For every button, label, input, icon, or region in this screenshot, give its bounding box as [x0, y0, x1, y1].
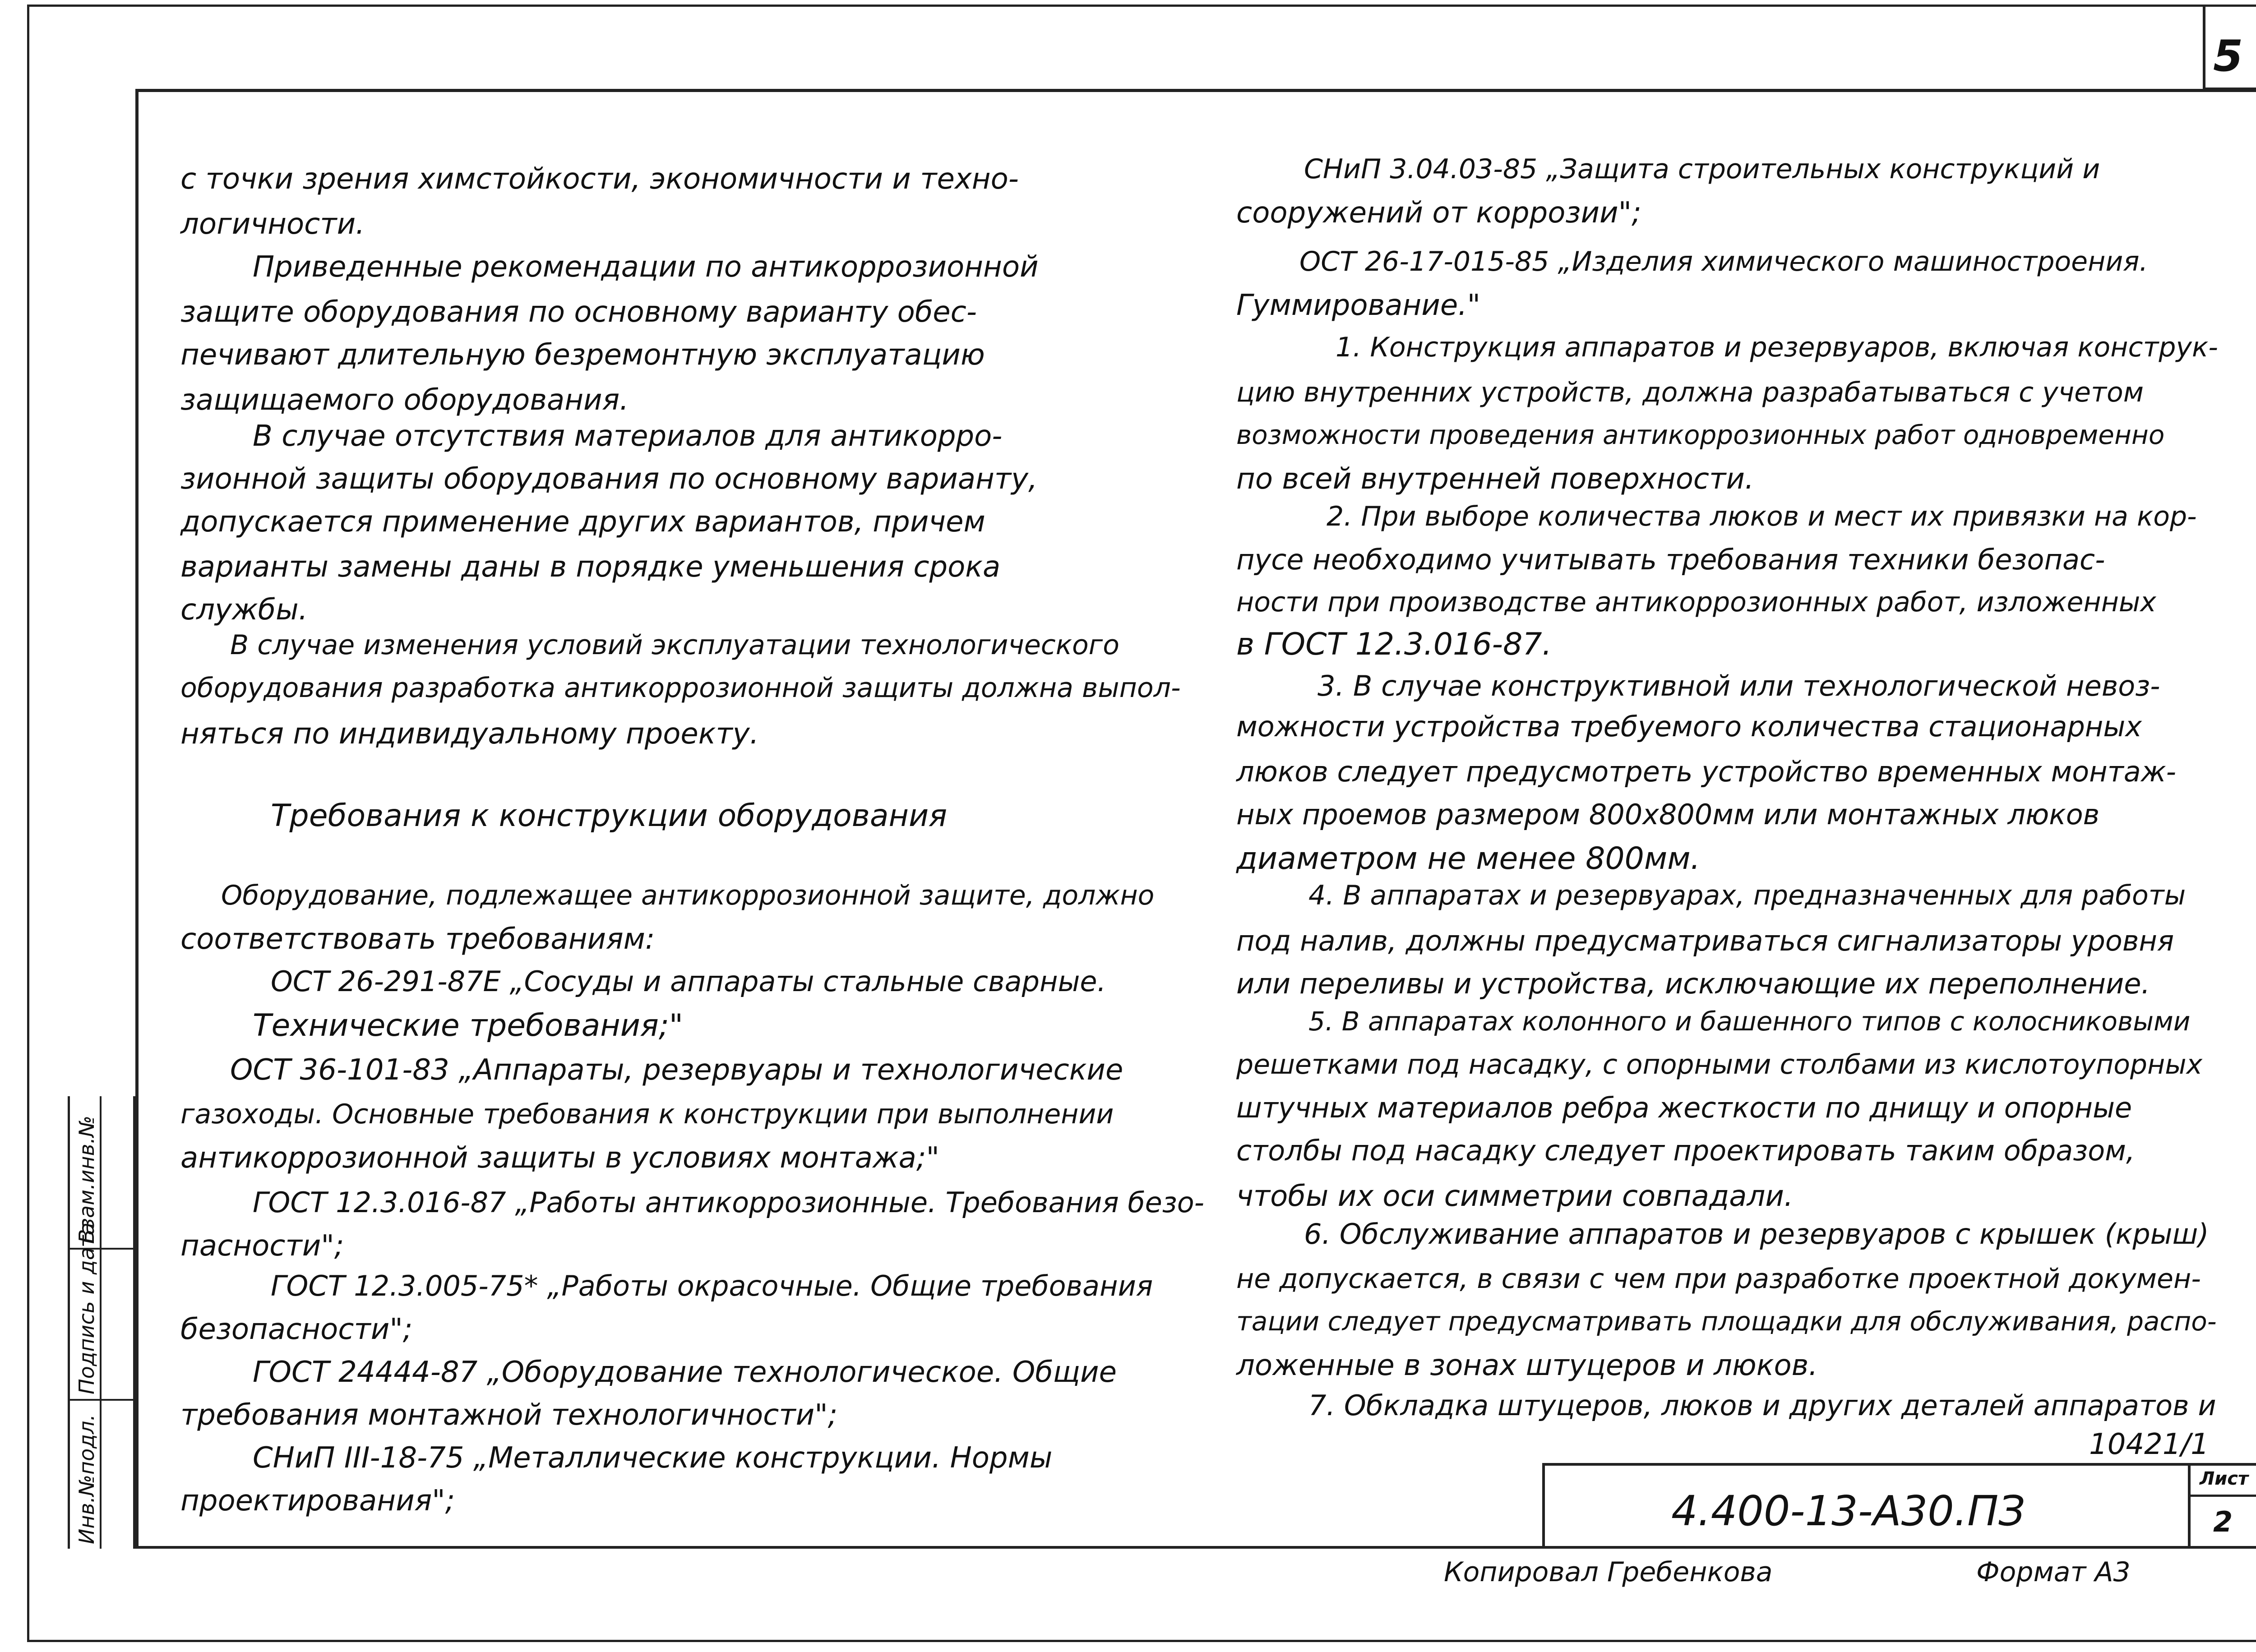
text-line: пусе необходимо учитывать требования техники безопас-	[1236, 543, 2105, 576]
text-line: Гуммирование."	[1236, 289, 1480, 322]
text-line: печивают длительную безремонтную эксплуатацию	[180, 338, 985, 372]
text-line: Приведенные рекомендации по антикоррозионной	[253, 250, 1039, 284]
text-line: В случае отсутствия материалов для антикорро-	[253, 420, 1003, 453]
title-block	[1542, 1463, 2256, 1549]
approval-strip	[68, 1096, 135, 1549]
text-line: требования монтажной технологичности";	[180, 1398, 838, 1432]
text-line: няться по индивидуальному проекту.	[180, 717, 759, 751]
text-line: ГОСТ 12.3.005-75* „Работы окрасочные. Общие требования	[271, 1269, 1153, 1302]
text-line: СНиП 3.04.03-85 „Защита строительных конструкций и	[1304, 153, 2100, 185]
text-line: 5. В аппаратах колонного и башенного типов с колосниковыми	[1308, 1006, 2191, 1037]
text-line: штучных материалов ребра жесткости по днищу и опорные	[1236, 1091, 2132, 1124]
text-line: соответствовать требованиям:	[180, 923, 655, 956]
text-line: цию внутренних устройств, должна разрабатываться с учетом	[1236, 377, 2144, 408]
text-line: службы.	[180, 593, 308, 627]
text-line: зионной защиты оборудования по основному варианту,	[180, 462, 1038, 496]
text-line: ОСТ 26-291-87Е „Сосуды и аппараты стальные сварные.	[271, 965, 1106, 998]
text-line: ности при производстве антикоррозионных работ, изложенных	[1236, 586, 2156, 618]
text-line: В случае изменения условий эксплуатации технологического	[230, 629, 1119, 661]
strip-label-original: Инв.№подл.	[74, 1414, 99, 1544]
text-line: ных проемов размером 800x800мм или монтажных люков	[1236, 798, 2100, 831]
text-line: с точки зрения химстойкости, экономичности и техно-	[180, 162, 1019, 196]
sheet-cell	[2188, 1463, 2256, 1549]
text-line: пасности";	[180, 1229, 344, 1263]
text-line: защите оборудования по основному варианту обес-	[180, 295, 977, 329]
sheet-format: Формат А3	[1976, 1556, 2131, 1588]
section-heading: Требования к конструкции оборудования	[271, 798, 948, 834]
text-line: по всей внутренней поверхности.	[1236, 462, 1754, 496]
text-line: логичности.	[180, 208, 365, 241]
text-line: проектирования";	[180, 1484, 455, 1518]
text-line: столбы под насадку следует проектировать таким образом,	[1236, 1134, 2135, 1167]
text-line: 3. В случае конструктивной или технологической невоз-	[1318, 669, 2160, 702]
text-line: люков следует предусмотреть устройство временных монтаж-	[1236, 755, 2177, 788]
text-line: 6. Обслуживание аппаратов и резервуаров с крышек (крыш)	[1304, 1218, 2209, 1251]
text-line: 2. При выборе количества люков и мест их привязки на кор-	[1327, 501, 2197, 532]
text-line: Технические требования;"	[253, 1008, 684, 1043]
strip-cell-original	[70, 1401, 133, 1549]
text-line: можности устройства требуемого количества стационарных	[1236, 710, 2142, 743]
document-code: 4.400-13-А30.ПЗ	[1671, 1487, 2025, 1535]
text-line: ОСТ 36-101-83 „Аппараты, резервуары и технологические	[230, 1053, 1123, 1087]
text-line: ОСТ 26-17-015-85 „Изделия химического машиностроения.	[1299, 246, 2148, 277]
text-line: СНиП III-18-75 „Металлические конструкции. Нормы	[253, 1441, 1053, 1475]
text-line: или переливы и устройства, исключающие их переполнение.	[1236, 967, 2150, 1000]
text-line: газоходы. Основные требования к конструкции при выполнении	[180, 1098, 1114, 1130]
text-line: в ГОСТ 12.3.016-87.	[1236, 627, 1552, 662]
sheet-number: 2	[2213, 1505, 2233, 1538]
strip-label-signature: Подпись и дата	[74, 1222, 99, 1394]
text-line: решетками под насадку, с опорными столбами из кислотоупорных	[1236, 1049, 2203, 1080]
text-line: варианты замены даны в порядке уменьшения срока	[180, 550, 1001, 584]
text-line: чтобы их оси симметрии совпадали.	[1236, 1180, 1794, 1213]
strip-label-replacement: Взам.инв.№	[74, 1115, 99, 1243]
text-line: ГОСТ 24444-87 „Оборудование технологическое. Общие	[253, 1356, 1117, 1389]
sheet-header-cell	[2191, 1463, 2256, 1497]
text-line: оборудования разработка антикоррозионной защиты должна выпол-	[180, 672, 1181, 704]
text-line: безопасности";	[180, 1313, 413, 1346]
text-line: 1. Конструкция аппаратов и резервуаров, включая конструк-	[1336, 332, 2218, 363]
text-line: допускается применение других вариантов, причем	[180, 505, 985, 539]
inventory-number: 10421/1	[2089, 1428, 2209, 1461]
text-line: сооружений от коррозии";	[1236, 196, 1641, 230]
text-line: ГОСТ 12.3.016-87 „Работы антикоррозионные. Требования безо-	[253, 1186, 1205, 1219]
text-line: под налив, должны предусматриваться сигнализаторы уровня	[1236, 924, 2174, 957]
text-line: тации следует предусматривать площадки для обслуживания, распо-	[1236, 1306, 2217, 1337]
text-line: 7. Обкладка штуцеров, люков и других деталей аппаратов и	[1308, 1389, 2216, 1422]
text-line: защищаемого оборудования.	[180, 383, 629, 417]
strip-cell-signature	[70, 1222, 133, 1401]
text-line: возможности проведения антикоррозионных работ одновременно	[1236, 420, 2165, 450]
text-line: Оборудование, подлежащее антикоррозионной защите, должно	[221, 880, 1155, 911]
copied-by: Копировал Гребенкова	[1444, 1556, 1773, 1588]
text-line: диаметром не менее 800мм.	[1236, 841, 1701, 877]
sheet-label: Лист	[2200, 1468, 2249, 1489]
text-line: 4. В аппаратах и резервуарах, предназначенных для работы	[1308, 880, 2186, 911]
text-line: не допускается, в связи с чем при разработке проектной докумен-	[1236, 1263, 2201, 1295]
page-number: 5	[2213, 32, 2243, 81]
text-line: ложенные в зонах штуцеров и люков.	[1236, 1349, 1818, 1382]
text-line: антикоррозионной защиты в условиях монтажа;"	[180, 1141, 939, 1175]
